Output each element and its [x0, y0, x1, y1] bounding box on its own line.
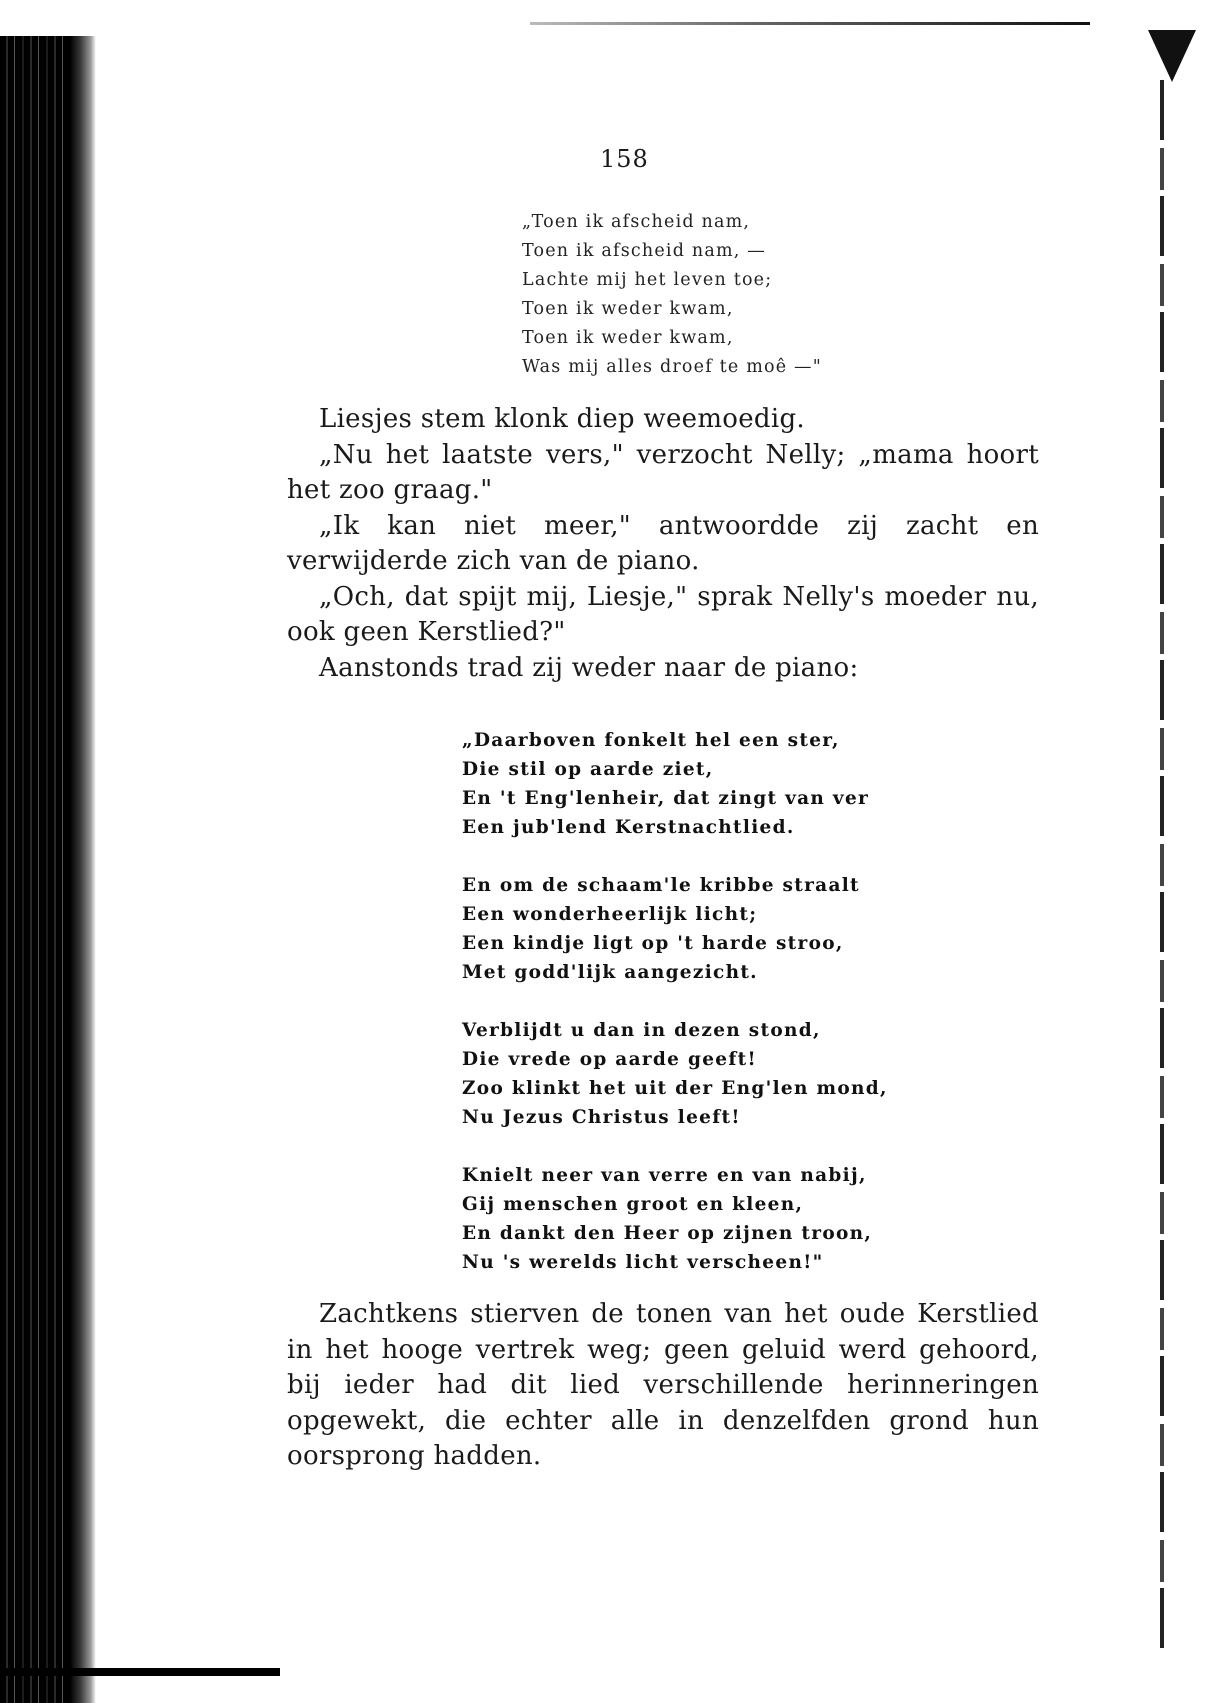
carol-line: Gij menschen groot en kleen,	[462, 1194, 804, 1215]
verse-line: Toen ik afscheid nam, —	[522, 241, 767, 261]
carol-line: Die stil op aarde ziet,	[462, 759, 714, 780]
carol-line: En dankt den Heer op zijnen troon,	[462, 1223, 873, 1244]
paragraph: „Ik kan niet meer," antwoordde zij zacht en verwijderde zich van de piano.	[287, 510, 1039, 576]
paragraph: Liesjes stem klonk diep weemoedig.	[319, 404, 805, 434]
carol-stanza	[462, 1161, 888, 1277]
page-corner-mark	[1148, 30, 1196, 82]
paragraph: Aanstonds trad zij weder naar de piano:	[319, 652, 859, 683]
page-edge-line	[1160, 80, 1164, 1650]
paragraph: Zachtkens stierven de tonen van het oude Kerstlied in het hooge vertrek weg; geen geluid werd gehoord, bij ieder had dit lied verschillende herinneringen opgewekt, die echter alle in denzelfden grond hun oorsprong hadden.	[287, 1299, 1039, 1471]
verse-line: Toen ik weder kwam,	[522, 328, 734, 348]
verse-line: „Toen ik afscheid nam,	[522, 212, 751, 232]
carol-stanza	[462, 871, 888, 987]
carol-stanza	[462, 1016, 888, 1132]
carol-line: Knielt neer van verre en van nabij,	[462, 1165, 867, 1186]
carol-line: Een wonderheerlijk licht;	[462, 904, 758, 925]
paragraph: „Nu het laatste vers," verzocht Nelly; „mama hoort het zoo graag."	[287, 439, 1039, 505]
carol-line: „Daarboven fonkelt hel een ster,	[462, 730, 840, 751]
carol-line: Verblijdt u dan in dezen stond,	[462, 1020, 821, 1041]
song-verse	[522, 208, 822, 382]
page-number: 158	[600, 145, 649, 173]
narrative-text	[287, 402, 1039, 686]
verse-line: Was mij alles droef te moê —"	[522, 357, 823, 377]
carol-line: Met godd'lijk aangezicht.	[462, 962, 758, 983]
carol-stanza	[462, 726, 888, 842]
verse-line: Toen ik weder kwam,	[522, 299, 734, 319]
carol-line: Een jub'lend Kerstnachtlied.	[462, 817, 795, 838]
carol-line: Nu Jezus Christus leeft!	[462, 1107, 741, 1128]
page-edge-top	[530, 22, 1090, 25]
book-binding-shadow	[0, 36, 96, 1703]
carol-line: En 't Eng'lenheir, dat zingt van ver	[462, 788, 870, 809]
paragraph: „Och, dat spijt mij, Liesje," sprak Nelly's moeder nu, ook geen Kerstlied?"	[287, 581, 1039, 647]
verse-line: Lachte mij het leven toe;	[522, 270, 773, 290]
carol-line: Die vrede op aarde geeft!	[462, 1049, 757, 1070]
carol-line: En om de schaam'le kribbe straalt	[462, 875, 860, 896]
page-edge-bottom	[0, 1668, 280, 1676]
closing-text	[287, 1297, 1039, 1475]
christmas-carol	[462, 726, 888, 1306]
carol-line: Zoo klinkt het uit der Eng'len mond,	[462, 1078, 888, 1099]
carol-line: Nu 's werelds licht verscheen!"	[462, 1252, 824, 1273]
page-edge-right	[1148, 30, 1188, 1690]
carol-line: Een kindje ligt op 't harde stroo,	[462, 933, 844, 954]
